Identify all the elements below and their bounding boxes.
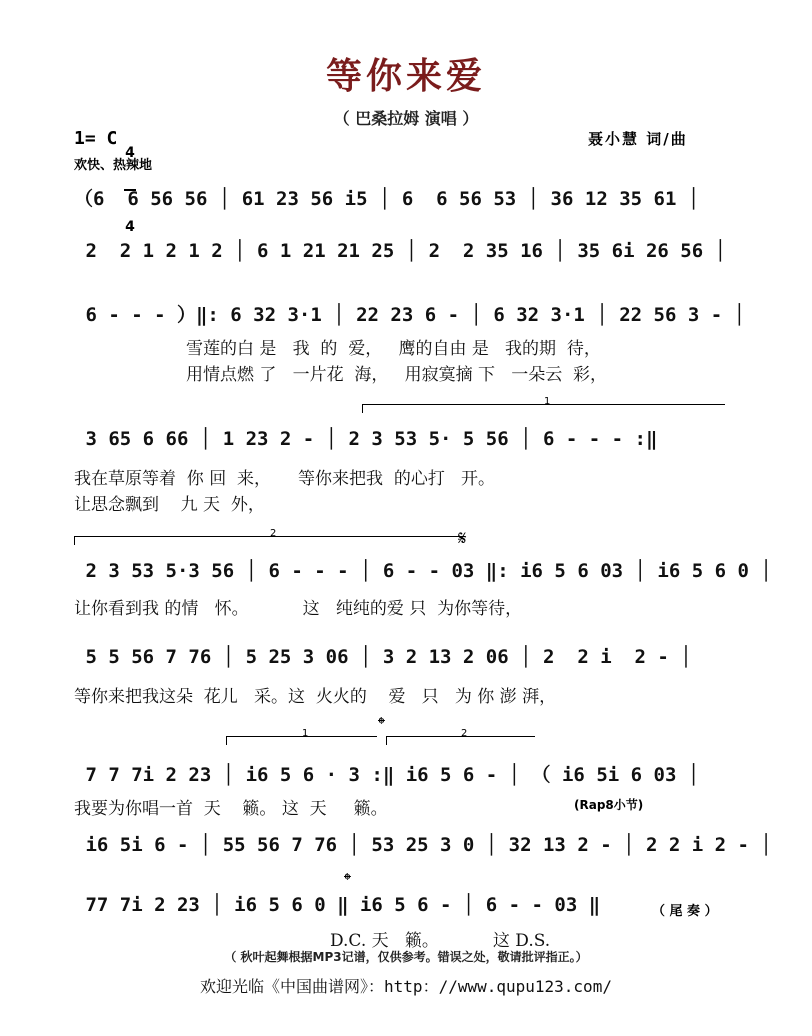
lyric-row-3-verse-1: 雪莲的白 是 我 的 爱， 鹰的自由 是 我的期 待， [186, 339, 601, 359]
lyric-row-3-verse-2: 用情点燃 了 一片花 海， 用寂寞摘 下 一朵云 彩， [186, 365, 608, 385]
rap-note: (Rap8小节) [574, 798, 644, 812]
score-row-4: 3 65 6 66 │ 1 23 2 - │ 2 3 53 5· 5 56 │ 6 - - - :‖ [74, 428, 658, 450]
lyric-row-9: D.C. 天 籁。 这 D.S. [330, 931, 551, 951]
tempo-marking: 欢快、热辣地 [74, 158, 153, 173]
time-signature-top: 4 [125, 145, 135, 161]
segno-sign: 𝄋 [458, 526, 467, 550]
coda-sign: 𝄌 [378, 712, 385, 736]
composer-credit: 聂小慧 词/曲 [588, 130, 688, 148]
lyric-row-7: 我要为你唱一首 天 籁。 这 天 籁。 [74, 799, 388, 819]
lyric-row-6: 等你来把我这朵 花儿 采。这 火火的 爱 只 为 你 澎 湃， [74, 687, 557, 707]
ending-note: （ 尾 奏 ） [652, 904, 718, 919]
volta-bracket-2b: 2 [386, 736, 535, 745]
time-signature [124, 118, 136, 248]
score-row-7: 7 7 7i 2 23 │ i6 5 6 · 3 :‖ i6 5 6 - │ （ i6 5i 6 03 │ [74, 764, 700, 786]
volta-bracket-1b: 1 [226, 736, 377, 745]
volta-bracket-2: 2 [74, 536, 465, 545]
lyric-row-4-verse-2: 让思念飘到 九 天 外， [74, 495, 265, 515]
lyric-row-4-verse-1: 我在草原等着 你 回 来， 等你来把我 的心打 开。 [74, 469, 496, 489]
score-row-8: i6 5i 6 - │ 55 56 7 76 │ 53 25 3 0 │ 32 13 2 - │ 2 2 i 2 - │ [74, 834, 772, 856]
volta-bracket-1: 1 [362, 404, 725, 413]
score-row-3: 6 - - - ）‖: 6 32 3·1 │ 22 23 6 - │ 6 32 3·1 │ 22 56 3 - │ [74, 304, 746, 326]
song-title: 等你来爱 [325, 56, 486, 97]
score-row-6: 5 5 56 7 76 │ 5 25 3 06 │ 3 2 13 2 06 │ 2 2 i 2 - │ [74, 646, 692, 668]
coda-sign-2: 𝄌 [344, 868, 351, 892]
score-row-9: 77 7i 2 23 │ i6 5 6 0 ‖ i6 5 6 - │ 6 - - 03 ‖ [74, 894, 601, 916]
lyric-row-5: 让你看到我 的情 怀。 这 纯纯的爱 只 为你等待， [74, 599, 523, 619]
singer-line: （ 巴桑拉姆 演唱 ） [333, 109, 479, 128]
score-row-2: 2 2 1 2 1 2 │ 6 1 21 21 25 │ 2 2 35 16 │ 35 6i 26 56 │ [74, 240, 727, 262]
footer-site-link[interactable]: 欢迎光临《中国曲谱网》：http：//www.qupu123.com/ [200, 977, 612, 996]
score-row-5: 2 3 53 5·3 56 │ 6 - - - │ 6 - - 03 ‖: i6 5 6 03 │ i6 5 6 0 │ [74, 560, 772, 582]
footer-note: （ 秋叶起舞根据MP3记谱，仅供参考。错误之处，敬请批评指正。） [224, 950, 588, 964]
key-signature: 1= C [74, 128, 118, 149]
time-signature-bottom: 4 [125, 219, 135, 235]
score-row-1: （6 6 56 56 │ 61 23 56 i5 │ 6 6 56 53 │ 36 12 35 61 │ [74, 188, 700, 210]
